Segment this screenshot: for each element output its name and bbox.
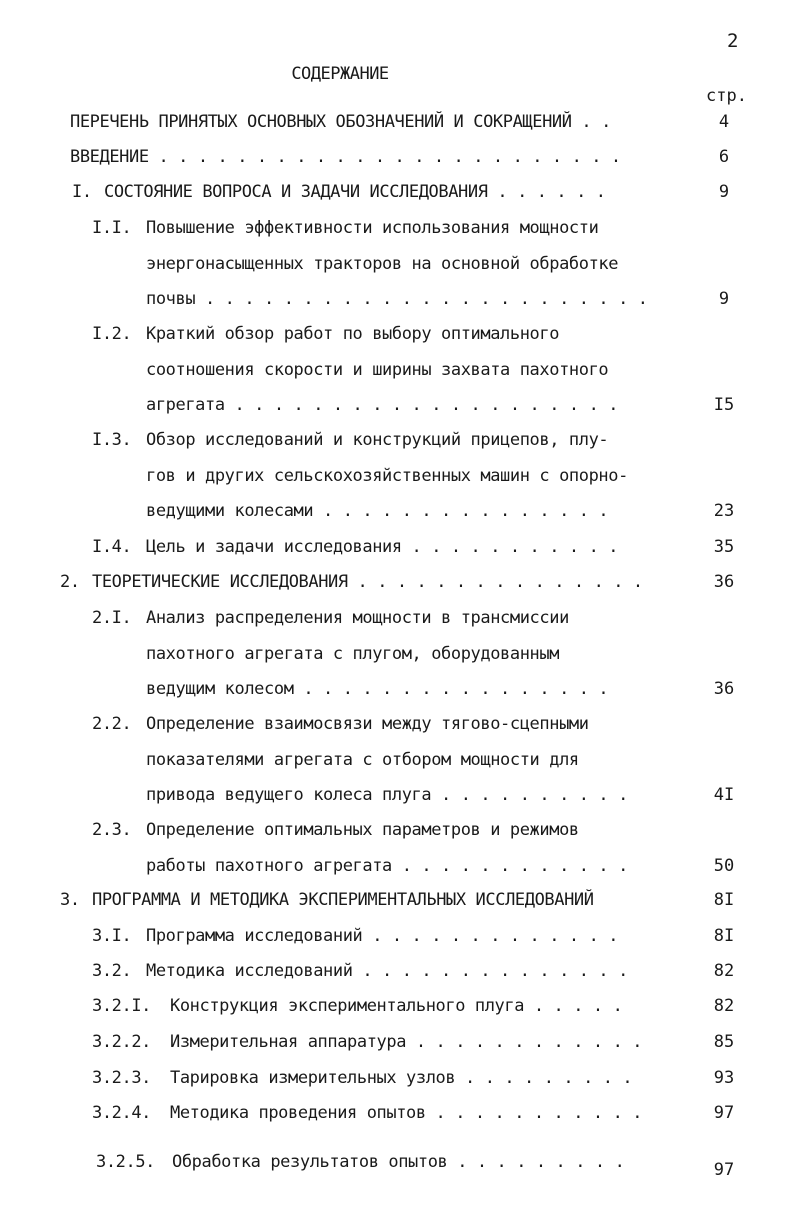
- toc-entry-text: пахотного агрегата с плугом, оборудованным: [146, 643, 560, 664]
- toc-entry-text: Цель и задачи исследования . . . . . . . . . . .: [146, 537, 619, 557]
- toc-entry-text: ПЕРЕЧЕНЬ ПРИНЯТЫХ ОСНОВНЫХ ОБОЗНАЧЕНИЙ И СОКРАЩЕНИЙ . .: [70, 112, 611, 132]
- toc-entry-number: I.: [72, 182, 92, 202]
- toc-entry-text: Определение оптимальных параметров и режимов: [146, 820, 579, 840]
- toc-entry-text: ТЕОРЕТИЧЕСКИЕ ИССЛЕДОВАНИЯ . . . . . . . . . . . . . . .: [92, 572, 643, 592]
- toc-entry-number: 2.I.: [92, 608, 132, 628]
- toc-entry-text: Программа исследований . . . . . . . . . . . . .: [146, 926, 619, 946]
- toc-entry-number: 3.2.I.: [92, 996, 152, 1016]
- page-title: СОДЕРЖАНИЕ: [291, 64, 389, 84]
- toc-entry-page: 4I: [713, 785, 735, 805]
- page-number: 2: [727, 30, 739, 52]
- toc-entry-page: 93: [713, 1068, 735, 1088]
- toc-entry-number: I.I.: [92, 218, 132, 238]
- toc-entry-number: 3.2.3.: [92, 1068, 152, 1088]
- toc-entry-page: I5: [713, 395, 735, 415]
- toc-entry-page: 82: [713, 961, 735, 981]
- toc-entry-text: соотношения скорости и ширины захвата пахотного: [146, 359, 609, 380]
- toc-entry-text: Краткий обзор работ по выбору оптимального: [146, 324, 560, 344]
- toc-entry-page: 36: [713, 679, 735, 699]
- toc-entry-number: I.3.: [92, 430, 132, 450]
- toc-entry-page: 23: [713, 501, 735, 521]
- toc-entry-text: СОСТОЯНИЕ ВОПРОСА И ЗАДАЧИ ИССЛЕДОВАНИЯ . . . . . .: [104, 182, 606, 202]
- toc-entry-text: Обработка результатов опытов . . . . . . . . .: [172, 1152, 625, 1172]
- toc-entry-text: Измерительная аппаратура . . . . . . . . . . . .: [170, 1032, 643, 1052]
- toc-entry-text: Определение взаимосвязи между тягово-сцепными: [146, 714, 589, 734]
- toc-entry-text: Тарировка измерительных узлов . . . . . . . . .: [170, 1068, 633, 1088]
- toc-entry-text: энергонасыщенных тракторов на основной обработке: [146, 253, 619, 274]
- toc-entry-text: гов и других сельскохозяйственных машин с опорно-: [146, 465, 628, 486]
- toc-entry-text: почвы . . . . . . . . . . . . . . . . . . . . . . .: [146, 289, 648, 309]
- toc-entry-page: 85: [713, 1032, 735, 1052]
- toc-entry-text: Конструкция экспериментального плуга . . . . .: [170, 996, 623, 1016]
- toc-entry-page: 82: [713, 996, 735, 1016]
- toc-entry-page: 8I: [713, 890, 735, 910]
- toc-entry-page: 35: [713, 537, 735, 557]
- page-column-label: стр.: [706, 86, 747, 106]
- toc-entry-text: работы пахотного агрегата . . . . . . . . . . . .: [146, 855, 628, 876]
- toc-entry-text: Повышение эффективности использования мощности: [146, 218, 599, 238]
- toc-entry-text: ведущими колесами . . . . . . . . . . . . . . .: [146, 501, 609, 521]
- toc-entry-page: 9: [718, 289, 730, 309]
- toc-entry-number: 3.2.2.: [92, 1032, 152, 1052]
- toc-entry-page: 9: [718, 182, 730, 202]
- toc-entry-text: Методика исследований . . . . . . . . . . . . . .: [146, 961, 628, 981]
- toc-entry-text: показателями агрегата с отбором мощности для: [146, 749, 579, 770]
- toc-entry-text: агрегата . . . . . . . . . . . . . . . . . . . .: [146, 395, 619, 415]
- toc-entry-number: 2.3.: [92, 820, 132, 840]
- toc-entry-number: I.4.: [92, 537, 132, 557]
- toc-entry-number: 3.2.5.: [96, 1152, 156, 1172]
- toc-entry-number: 3.I.: [92, 926, 132, 946]
- toc-entry-number: 2.2.: [92, 714, 132, 734]
- toc-entry-text: Обзор исследований и конструкций прицепов, плу-: [146, 430, 609, 450]
- toc-entry-text: Методика проведения опытов . . . . . . . . . . .: [170, 1103, 643, 1123]
- toc-entry-page: 6: [718, 147, 730, 167]
- toc-entry-page: 8I: [713, 926, 735, 946]
- toc-entry-number: 3.: [60, 890, 80, 910]
- toc-entry-page: 4: [718, 112, 730, 132]
- toc-entry-text: привода ведущего колеса плуга . . . . . . . . . .: [146, 785, 628, 805]
- toc-entry-text: ВВЕДЕНИЕ . . . . . . . . . . . . . . . . . . . . . . . .: [70, 147, 621, 167]
- toc-entry-text: ПРОГРАММА И МЕТОДИКА ЭКСПЕРИМЕНТАЛЬНЫХ ИССЛЕДОВАНИЙ: [92, 890, 594, 910]
- toc-entry-number: I.2.: [92, 324, 132, 344]
- toc-entry-page: 50: [713, 855, 735, 876]
- toc-entry-text: ведущим колесом . . . . . . . . . . . . . . . .: [146, 679, 609, 699]
- toc-entry-number: 2.: [60, 572, 80, 592]
- toc-entry-page: 97: [713, 1103, 735, 1123]
- toc-entry-number: 3.2.4.: [92, 1103, 152, 1123]
- toc-entry-text: Анализ распределения мощности в трансмиссии: [146, 608, 569, 628]
- toc-entry-number: 3.2.: [92, 961, 132, 981]
- toc-entry-page: 36: [713, 572, 735, 592]
- toc-entry-page: 97: [713, 1160, 735, 1180]
